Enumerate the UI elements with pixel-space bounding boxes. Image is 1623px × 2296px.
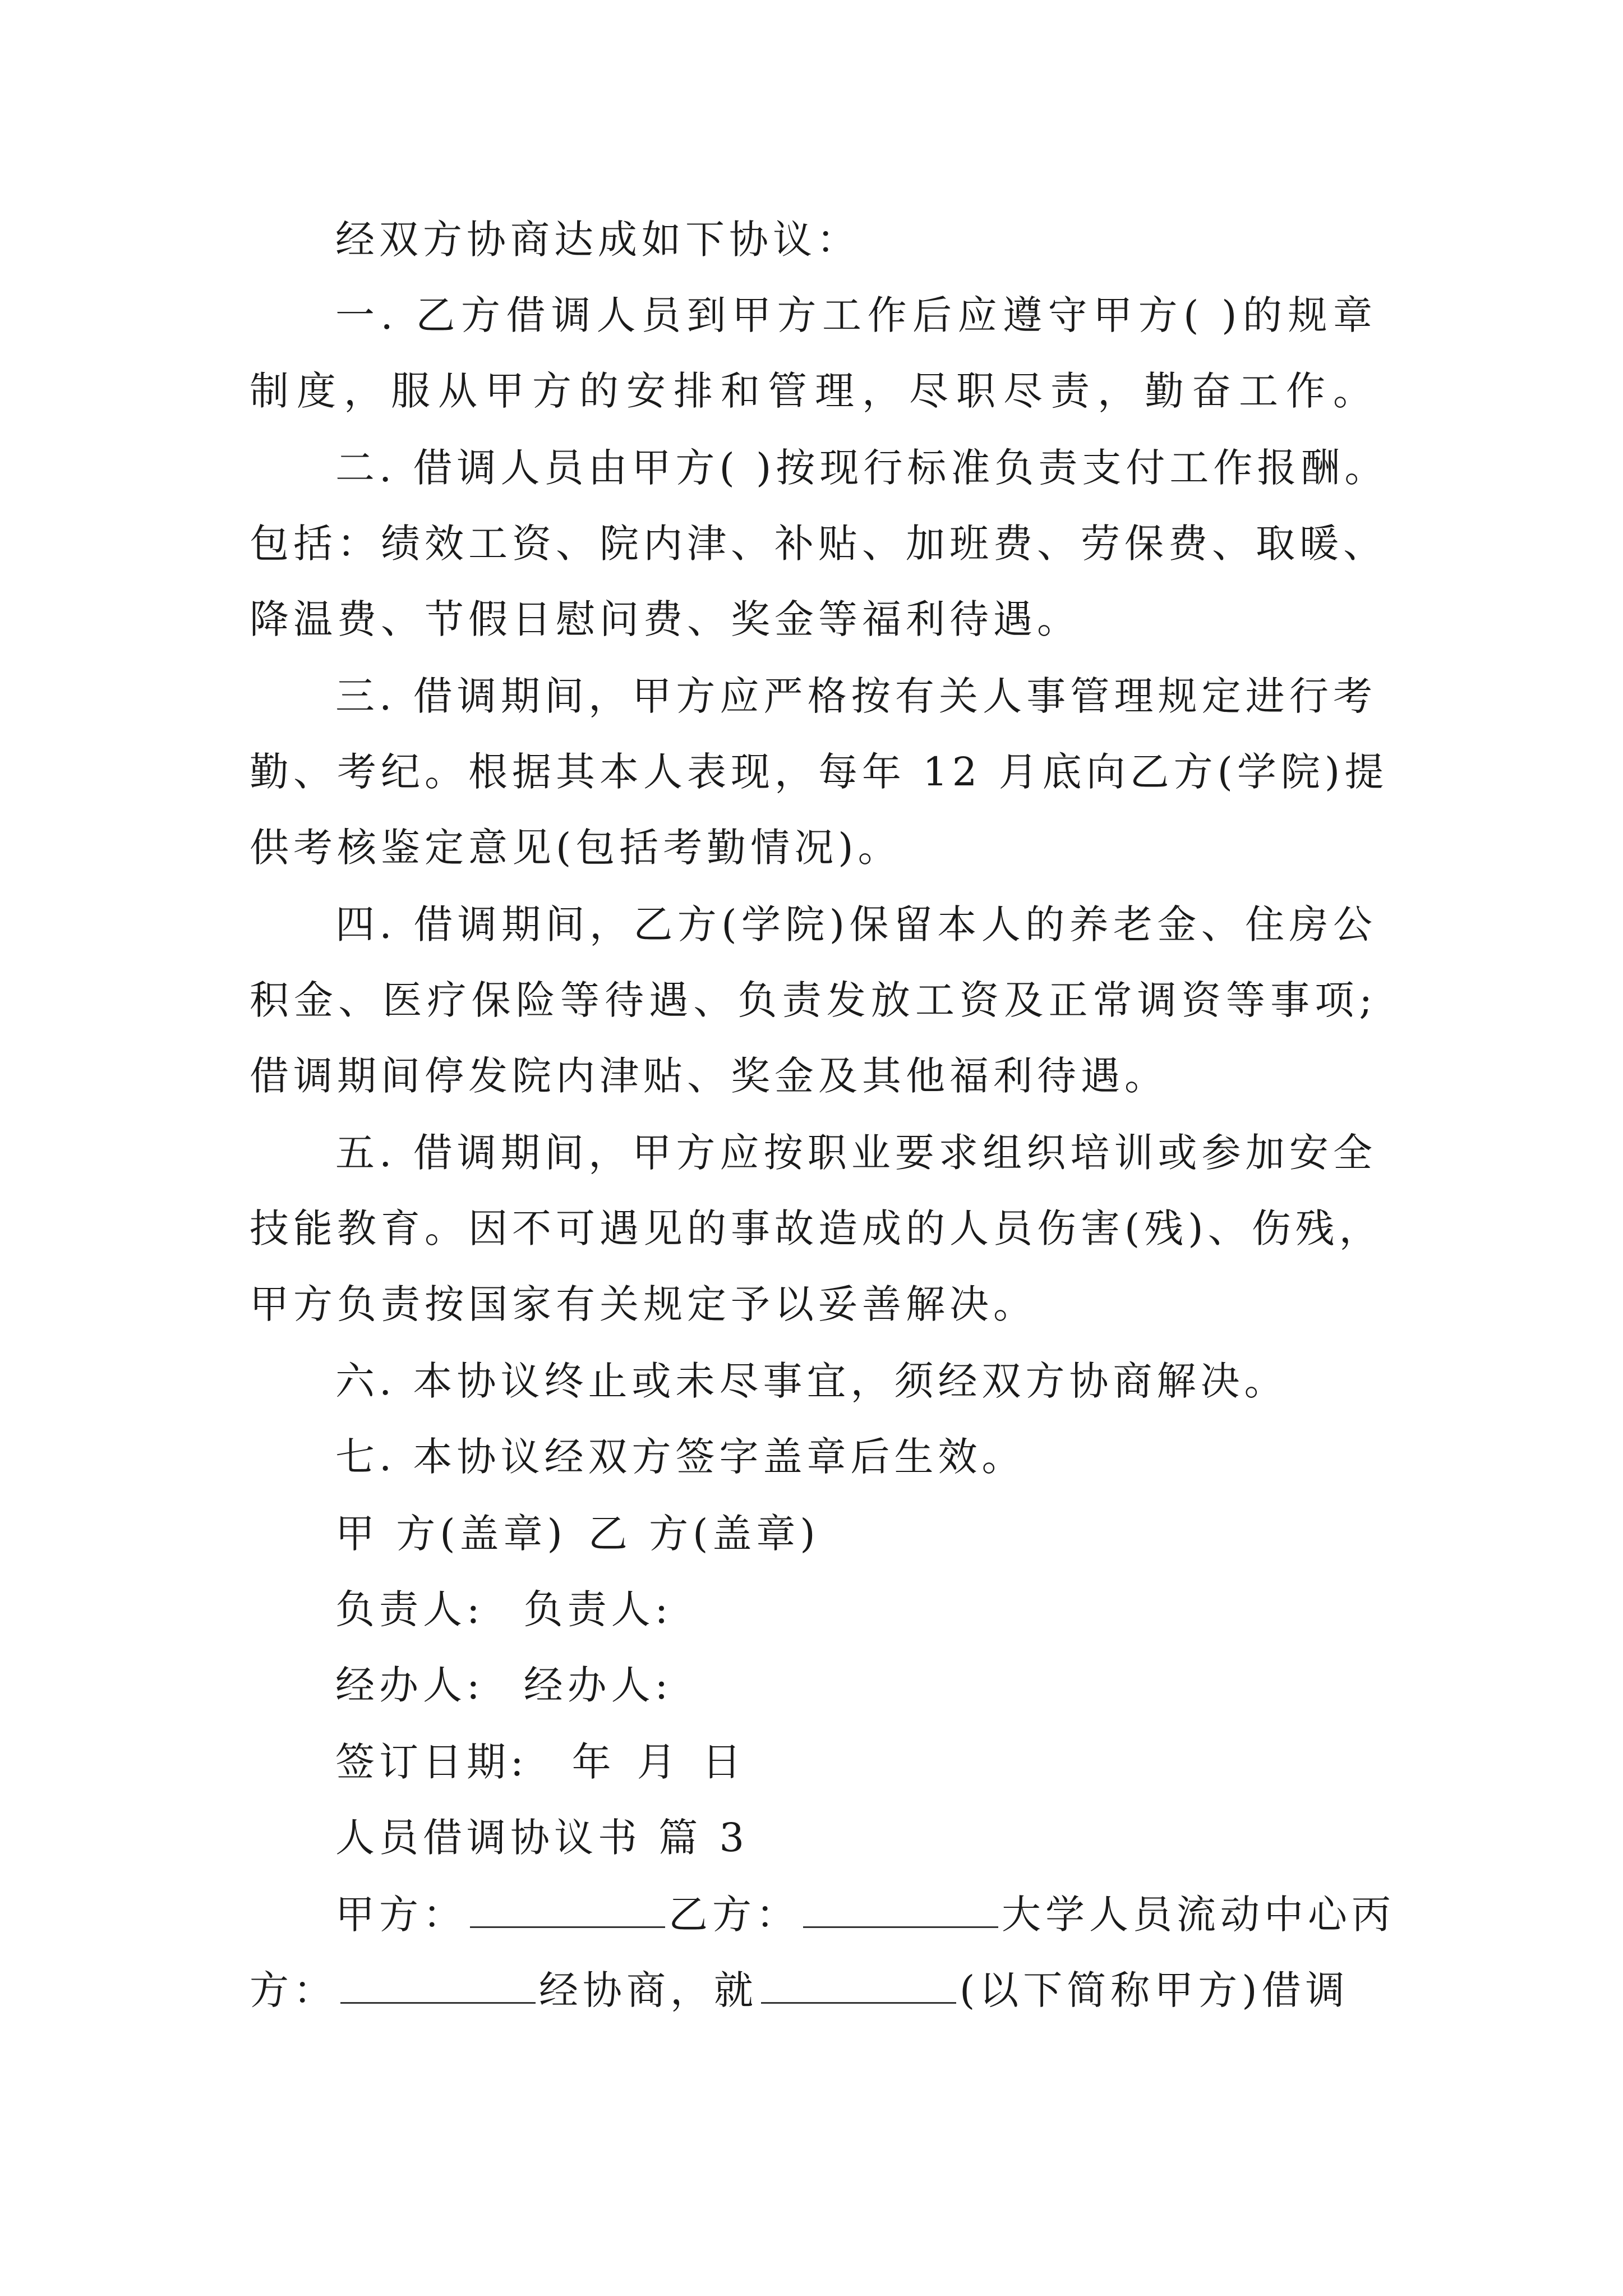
clause-4-line-1: 四. 借调期间，乙方(学院)保留本人的养老金、住房公 bbox=[335, 901, 1377, 947]
clause-3-line-2: 勤、考纪。根据其本人表现，每年 12 月底向乙方(学院)提 bbox=[250, 749, 1389, 795]
section-3-heading: 人员借调协议书 篇 3 bbox=[335, 1815, 749, 1861]
clause-1-line-1: 一. 乙方借调人员到甲方工作后应遵守甲方( )的规章 bbox=[335, 292, 1377, 338]
clause-7: 七. 本协议经双方签字盖章后生效。 bbox=[335, 1434, 1026, 1480]
handler-a-label: 经办人: bbox=[335, 1662, 485, 1708]
sign-date-year: 年 bbox=[571, 1739, 616, 1785]
clause-1-line-2: 制度，服从甲方的安排和管理，尽职尽责，勤奋工作。 bbox=[250, 368, 1377, 414]
responsible-a-label: 负责人: bbox=[335, 1586, 485, 1632]
clause-3-line-3: 供考核鉴定意见(包括考勤情况)。 bbox=[250, 825, 902, 871]
borrowing-unit-blank[interactable] bbox=[761, 1970, 956, 2004]
party-c-label: 方： bbox=[250, 1967, 337, 2013]
clause-5-line-1: 五. 借调期间，甲方应按职业要求组织培训或参加安全 bbox=[335, 1130, 1377, 1176]
responsible-line bbox=[335, 1586, 1377, 1632]
clause-4-line-2: 积金、医疗保险等待遇、负责发放工资及正常调资等事项; bbox=[250, 977, 1377, 1023]
responsible-b-label: 负责人: bbox=[523, 1586, 673, 1632]
paragraph-intro: 经双方协商达成如下协议： bbox=[335, 217, 860, 263]
clause-6: 六. 本协议终止或未尽事宜，须经双方协商解决。 bbox=[335, 1358, 1288, 1404]
clause-3-line-1: 三. 借调期间，甲方应严格按有关人事管理规定进行考 bbox=[335, 673, 1377, 719]
consult-text: 经协商，就 bbox=[539, 1967, 758, 2013]
party-a-seal-label: 甲 方(盖章) bbox=[335, 1511, 567, 1557]
tail-text: (以下简称甲方)借调 bbox=[960, 1967, 1349, 2013]
clause-2-line-1: 二. 借调人员由甲方( )按现行标准负责支付工作报酬。 bbox=[335, 445, 1389, 491]
handler-line bbox=[335, 1662, 1377, 1708]
party-b-seal-label: 乙 方(盖章) bbox=[588, 1511, 820, 1557]
sign-date-month: 月 bbox=[637, 1739, 681, 1785]
seal-line bbox=[335, 1511, 1377, 1557]
clause-2-line-3: 降温费、节假日慰问费、奖金等福利待遇。 bbox=[250, 596, 1081, 642]
sign-date-label: 签订日期: bbox=[335, 1739, 528, 1785]
party-b-blank[interactable] bbox=[803, 1894, 998, 1928]
clause-5-line-3: 甲方负责按国家有关规定予以妥善解决。 bbox=[250, 1281, 1037, 1327]
party-b-label: 乙方： bbox=[668, 1892, 800, 1938]
clause-5-line-2: 技能教育。因不可遇见的事故造成的人员伤害(残)、伤残， bbox=[250, 1205, 1383, 1251]
parties-line-1 bbox=[335, 1892, 1395, 1938]
clause-4-line-3: 借调期间停发院内津贴、奖金及其他福利待遇。 bbox=[250, 1053, 1168, 1099]
sign-date-line bbox=[335, 1739, 1377, 1785]
party-c-blank[interactable] bbox=[340, 1970, 536, 2004]
clause-2-line-2: 包括：绩效工资、院内津、补贴、加班费、劳保费、取暖、 bbox=[250, 521, 1387, 567]
center-text: 大学人员流动中心丙 bbox=[1002, 1892, 1395, 1938]
party-a-label: 甲方： bbox=[335, 1892, 467, 1938]
sign-date-day: 日 bbox=[702, 1739, 746, 1785]
parties-line-2 bbox=[250, 1967, 1377, 2013]
handler-b-label: 经办人: bbox=[523, 1662, 673, 1708]
party-a-blank[interactable] bbox=[470, 1894, 665, 1928]
